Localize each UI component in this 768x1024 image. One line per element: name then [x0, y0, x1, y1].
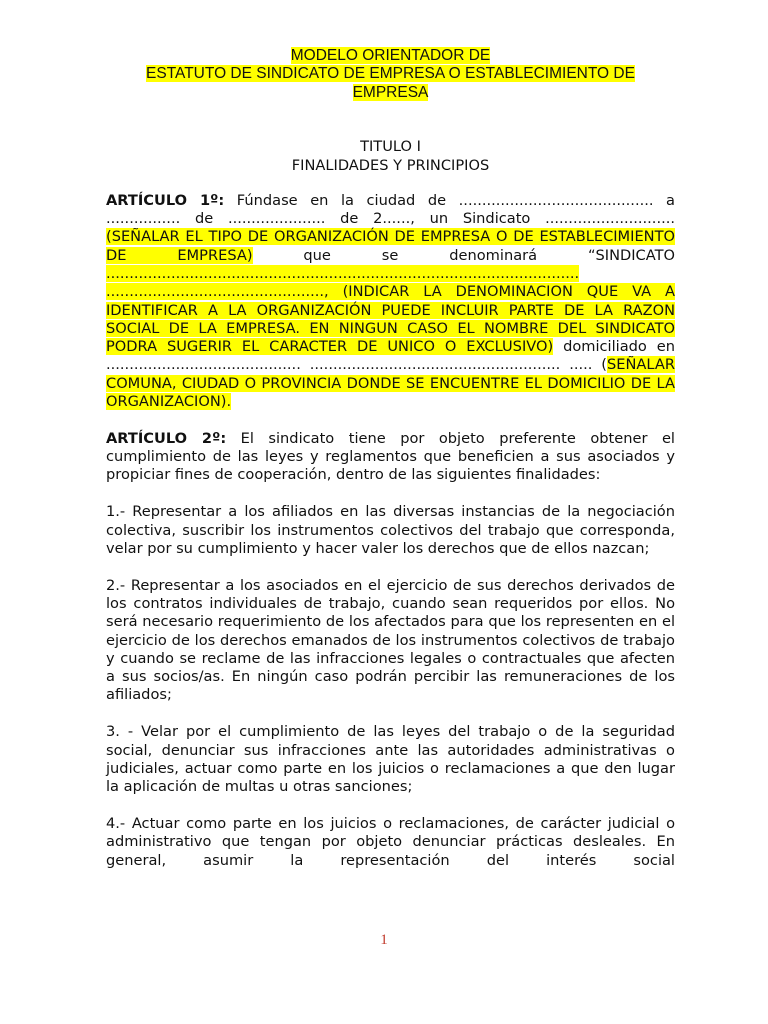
list-item: 1.- Representar a los afiliados en las diversas instancias de la negociación colectiva, suscribir los instrumentos colectivos del trabajo que corresponda, velar por su cumplimiento y hacer valer los derechos que de ellos nazcan; — [106, 503, 675, 557]
list-item: 4.- Actuar como parte en los juicios o reclamaciones, de carácter judicial o administrativo que tengan por objeto denunciar prácticas desleales. En general, asumir la representación del interés social — [106, 814, 675, 869]
document-header — [106, 47, 675, 102]
article-1-highlight-a: (SEÑALAR EL TIPO DE ORGANIZACIÓN DE EMPRESA O DE ESTABLECIMIENTO DE EMPRESA) — [106, 228, 675, 264]
article-1-text-c: domiciliado en .......................................... ...................................................... ..... ( — [106, 338, 675, 374]
article-2-label: ARTÍCULO 2º: — [106, 429, 227, 447]
list-item: 3. - Velar por el cumplimiento de las leyes del trabajo o de la seguridad social, denunciar sus infracciones ante las autoridades administrativas o judiciales, actuar como parte en los juicios o reclamaciones a que den lugar la aplicación de multas u otras sanciones; — [106, 723, 675, 796]
article-1-highlight-b: ...................................................................................................... ..............................................., (INDICAR LA DENOMINACION QUE VA A IDENTIFICAR A LA ORGANIZACIÓN PUEDE INCLUIR PARTE DE LA RAZON SOCIAL DE LA EMPRESA. EN NINGUN CASO EL NOMBRE DEL SINDICATO PODRA SUGERIR EL CARACTER DE UNICO O EXCLUSIVO) — [106, 265, 675, 356]
document-body — [106, 47, 675, 870]
article-1-label: ARTÍCULO 1º: — [106, 191, 225, 209]
article-1-text-a: Fúndase en la ciudad de .......................................... a ................ de ..................... de 2......, un Sindicato ............................ — [106, 191, 675, 228]
list-item: 2.- Representar a los asociados en el ejercicio de sus derechos derivados de los contratos individuales de trabajo, cuando sean requeridos por ellos. No será necesario requerimiento de los afectados para que los representen en el ejercicio de los derechos emanados de los instrumentos colectivos de trabajo y cuando se reclame de las infracciones legales o contractuales que afecten a sus socios/as. En ningún caso podrán percibir las remuneraciones de los afiliados; — [106, 576, 675, 704]
page-number: 1 — [380, 932, 388, 948]
article-2-text: El sindicato tiene por objeto preferente obtener el cumplimiento de las leyes y reglamentos que beneficien a sus asociados y propiciar fines de cooperación, dentro de las siguientes finalidades: — [106, 429, 675, 484]
title-line-2: FINALIDADES Y PRINCIPIOS — [291, 156, 490, 174]
article-1-text-b: que se denominará “SINDICATO — [252, 246, 675, 264]
header-line-1: MODELO ORIENTADOR DE — [290, 47, 491, 64]
article-1-highlight-c: SEÑALAR COMUNA, CIUDAD O PROVINCIA DONDE SE ENCUENTRE EL DOMICILIO DE LA ORGANIZACION). — [106, 356, 675, 411]
article-2 — [106, 430, 675, 485]
header-line-2: ESTATUTO DE SINDICATO DE EMPRESA O ESTABLECIMIENTO DE — [146, 65, 635, 83]
section-title — [106, 138, 675, 175]
header-line-3: EMPRESA — [352, 83, 429, 101]
title-line-1: TITULO I — [360, 138, 421, 156]
article-1 — [106, 192, 675, 412]
